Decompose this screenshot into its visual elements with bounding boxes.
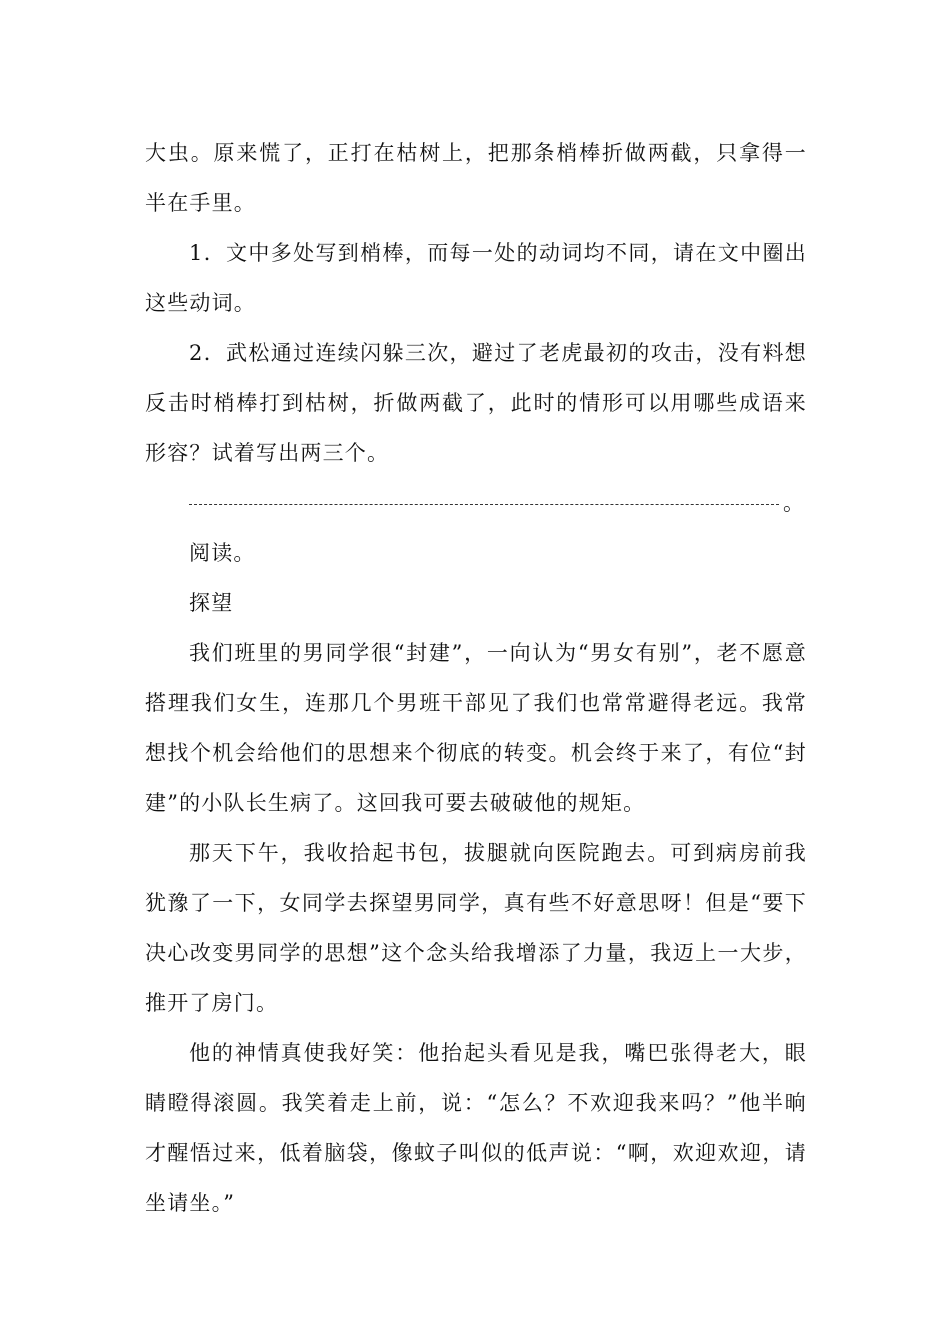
answer-blank-end: 。 [783,491,804,515]
question-2: 2．武松通过连续闪躲三次，避过了老虎最初的攻击，没有料想反击时梢棒打到枯树，折做两截了，此时的情形可以用哪些成语来形容？试着写出两三个。 [145,341,807,465]
story-paragraph-2: 那天下午，我收拾起书包，拔腿就向医院跑去。可到病房前我犹豫了一下，女同学去探望男同学，真有些不好意思呀！但是“要下决心改变男同学的思想”这个念头给我增添了力量，我迈上一大步，推开了房门。 [145,841,807,1015]
story-title: 探望 [189,591,234,615]
passage-continuation: 大虫。原来慌了，正打在枯树上，把那条梢棒折做两截，只拿得一半在手里。 [145,141,807,215]
answer-blank-line[interactable] [145,478,807,528]
story-paragraph-3: 他的神情真使我好笑：他抬起头看见是我，嘴巴张得老大，眼睛瞪得滚圆。我笑着走上前，说：“怎么？不欢迎我来吗？”他半晌才醒悟过来，低着脑袋，像蚊子叫似的低声说：“啊，欢迎欢迎，请坐请坐。” [145,1041,807,1215]
answer-dashes [189,504,779,505]
document-page [145,128,807,1228]
question-1: 1．文中多处写到梢棒，而每一处的动词均不同，请在文中圈出这些动词。 [145,241,807,315]
reading-label: 阅读。 [189,541,256,565]
story-paragraph-1: 我们班里的男同学很“封建”，一向认为“男女有别”，老不愿意搭理我们女生，连那几个男班干部见了我们也常常避得老远。我常想找个机会给他们的思想来个彻底的转变。机会终于来了，有位“封建”的小队长生病了。这回我可要去破破他的规矩。 [145,641,807,815]
